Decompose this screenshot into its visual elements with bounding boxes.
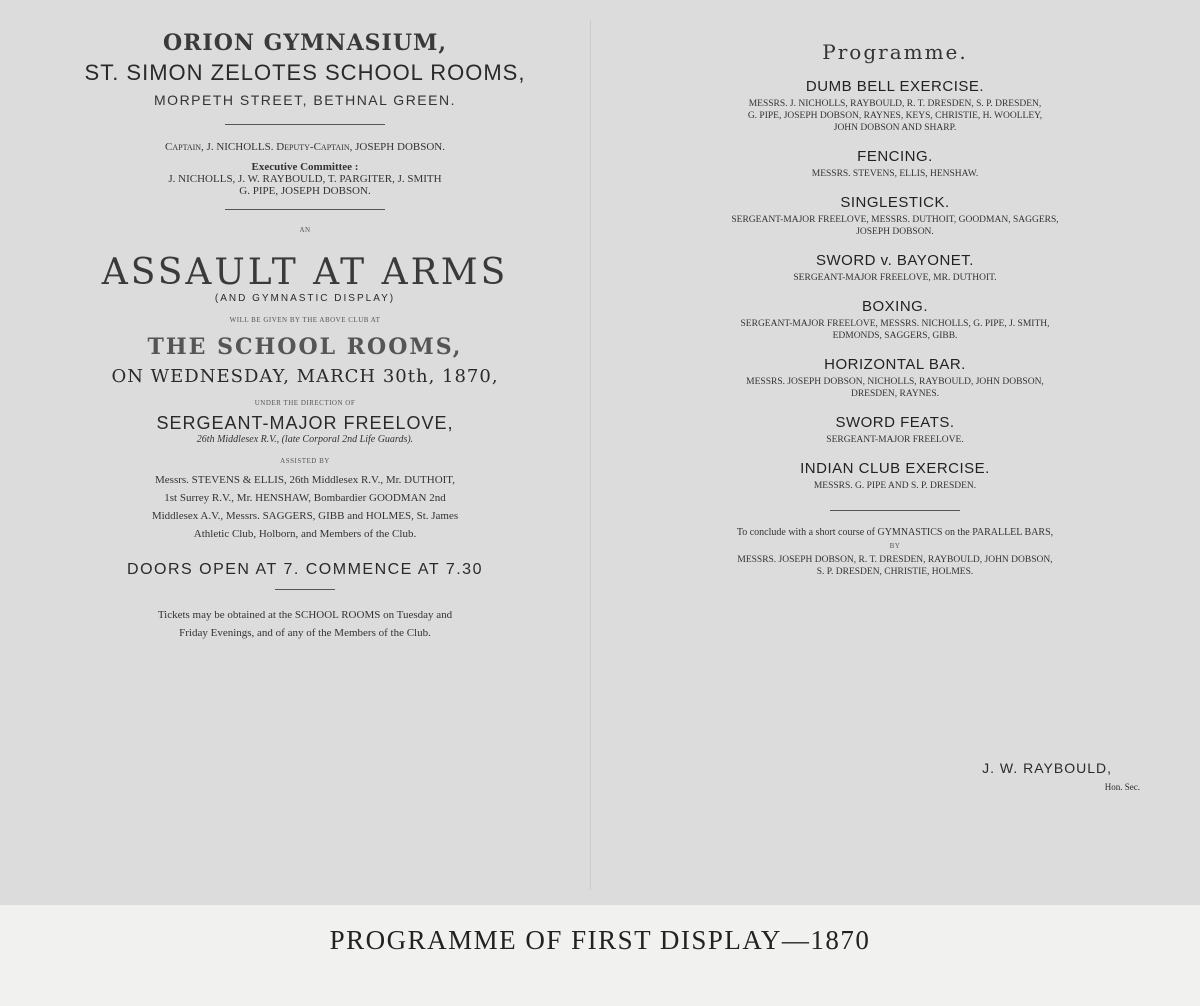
- assist-line-1: Messrs. STEVENS & ELLIS, 26th Middlesex R.V., Mr. DUTHOIT,: [155, 474, 455, 486]
- place-line: THE SCHOOL ROOMS,: [147, 334, 463, 360]
- committee-heading: Executive Committee :: [251, 161, 359, 173]
- committee-line-2: G. PIPE, JOSEPH DOBSON.: [239, 185, 371, 197]
- programme-item-names: [645, 318, 1145, 342]
- left-page: [40, 30, 570, 642]
- event-subtitle: (AND GYMNASTIC DISPLAY): [214, 293, 396, 304]
- assistants-paragraph: [40, 471, 570, 543]
- names-line: MESSRS. JOSEPH DOBSON, NICHOLLS, RAYBOULD, JOHN DOBSON,: [746, 377, 1044, 387]
- final-line-2: S. P. DRESDEN, CHRISTIE, HOLMES.: [816, 567, 974, 577]
- an-label: AN: [299, 226, 311, 234]
- divider: [830, 510, 960, 511]
- doors-open-line: DOORS OPEN AT 7. COMMENCE AT 7.30: [127, 561, 483, 578]
- assist-line-4: Athletic Club, Holborn, and Members of the Club.: [193, 528, 417, 540]
- by-label: BY: [889, 542, 901, 550]
- fold-line: [590, 20, 591, 890]
- officers-line: Captain, J. NICHOLLS. Deputy-Captain, JOSEPH DOBSON.: [165, 141, 445, 153]
- signature-title: Hon. Sec.: [1104, 782, 1140, 792]
- assist-line-3: Middlesex A.V., Messrs. SAGGERS, GIBB and HOLMES, St. James: [151, 510, 459, 522]
- conclude-line: To conclude with a short course of GYMNASTICS on the PARALLEL BARS,: [736, 527, 1054, 538]
- names-line: SERGEANT-MAJOR FREELOVE.: [826, 435, 964, 445]
- programme-item-title: SWORD v. BAYONET.: [816, 252, 974, 269]
- director-name: SERGEANT-MAJOR FREELOVE,: [156, 413, 454, 433]
- given-by-line: WILL BE GIVEN BY THE ABOVE CLUB AT: [229, 316, 381, 324]
- programme-item-title: INDIAN CLUB EXERCISE.: [800, 460, 990, 477]
- final-line-1: MESSRS. JOSEPH DOBSON, R. T. DRESDEN, RAYBOULD, JOHN DOBSON,: [737, 555, 1053, 565]
- right-page: [645, 40, 1145, 578]
- street-address: MORPETH STREET, BETHNAL GREEN.: [154, 92, 456, 108]
- programme-item-title: FENCING.: [857, 148, 933, 165]
- divider: [225, 124, 385, 125]
- programme-item-title: BOXING.: [861, 298, 928, 315]
- names-line: DRESDEN, RAYNES.: [850, 389, 940, 399]
- programme-item-title: HORIZONTAL BAR.: [824, 356, 966, 373]
- programme-item-names: [645, 480, 1145, 492]
- tickets-line-2: Friday Evenings, and of any of the Members of the Club.: [179, 627, 431, 639]
- venue-name: ST. SIMON ZELOTES SCHOOL ROOMS,: [84, 60, 526, 85]
- programme-heading: Programme.: [822, 40, 968, 64]
- director-detail: 26th Middlesex R.V., (late Corporal 2nd Life Guards).: [196, 434, 414, 445]
- programme-item-names: [645, 98, 1145, 134]
- club-name: ORION GYMNASIUM,: [162, 30, 448, 56]
- page-caption: PROGRAMME OF FIRST DISPLAY—1870: [329, 925, 871, 955]
- programme-item-title: SWORD FEATS.: [835, 414, 955, 431]
- names-line: SERGEANT-MAJOR FREELOVE, MESSRS. NICHOLLS, G. PIPE, J. SMITH,: [740, 319, 1050, 329]
- divider: [275, 589, 335, 590]
- names-line: MESSRS. STEVENS, ELLIS, HENSHAW.: [811, 169, 979, 179]
- programme-item-title: DUMB BELL EXERCISE.: [805, 78, 985, 95]
- names-line: G. PIPE, JOSEPH DOBSON, RAYNES, KEYS, CHRISTIE, H. WOOLLEY,: [747, 111, 1043, 121]
- divider: [225, 209, 385, 210]
- programme-item-names: [645, 434, 1145, 446]
- programme-item-names: [645, 272, 1145, 284]
- names-line: MESSRS. G. PIPE AND S. P. DRESDEN.: [813, 481, 977, 491]
- tickets-line-1: Tickets may be obtained at the SCHOOL ROOMS on Tuesday and: [157, 609, 453, 621]
- direction-line: UNDER THE DIRECTION OF: [254, 399, 356, 407]
- signature: J. W. RAYBOULD,: [982, 760, 1112, 776]
- programme-item-names: [645, 376, 1145, 400]
- names-line: SERGEANT-MAJOR FREELOVE, MR. DUTHOIT.: [793, 273, 997, 283]
- programme-items: [645, 78, 1145, 492]
- assist-line-2: 1st Surrey R.V., Mr. HENSHAW, Bombardier GOODMAN 2nd: [164, 492, 446, 504]
- names-line: SERGEANT-MAJOR FREELOVE, MESSRS. DUTHOIT, GOODMAN, SAGGERS,: [731, 215, 1059, 225]
- names-line: MESSRS. J. NICHOLLS, RAYBOULD, R. T. DRESDEN, S. P. DRESDEN,: [748, 99, 1042, 109]
- programme-item-names: [645, 168, 1145, 180]
- names-line: JOSEPH DOBSON.: [856, 227, 934, 237]
- names-line: EDMONDS, SAGGERS, GIBB.: [832, 331, 958, 341]
- assisted-by-line: ASSISTED BY: [280, 457, 330, 465]
- committee-line-1: J. NICHOLLS, J. W. RAYBOULD, T. PARGITER, J. SMITH: [168, 173, 442, 185]
- final-names: [645, 554, 1145, 578]
- date-line: ON WEDNESDAY, MARCH 30th, 1870,: [111, 366, 499, 387]
- event-title: ASSAULT AT ARMS: [101, 252, 509, 293]
- names-line: JOHN DOBSON AND SHARP.: [833, 123, 957, 133]
- programme-item-names: [645, 214, 1145, 238]
- tickets-paragraph: [40, 606, 570, 642]
- programme-item-title: SINGLESTICK.: [840, 194, 950, 211]
